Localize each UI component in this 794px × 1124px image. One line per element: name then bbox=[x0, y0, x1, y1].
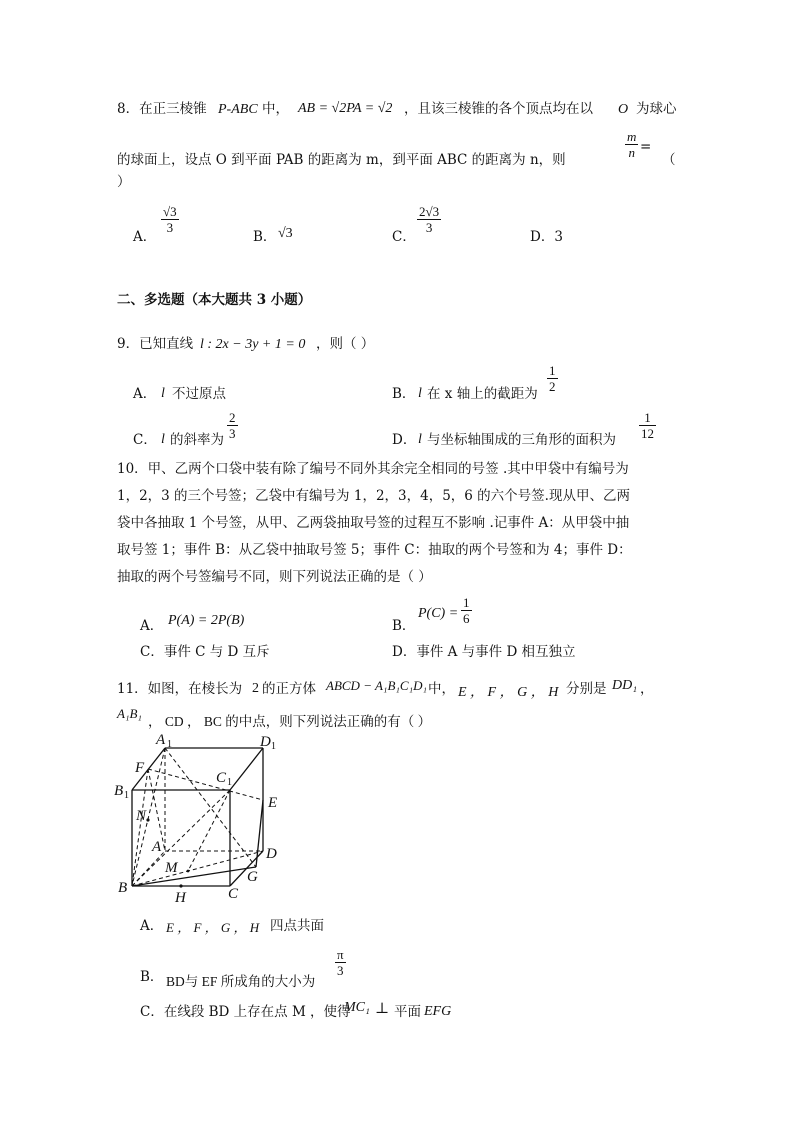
q11-option-a-label: A． bbox=[140, 918, 164, 934]
q11-dd1: DD₁ bbox=[612, 678, 638, 693]
label-b: B bbox=[118, 880, 128, 896]
label-d1-sub: 1 bbox=[271, 741, 276, 752]
label-a1: A bbox=[156, 732, 166, 748]
q8-line2: 的球面上，设点 O 到平面 PAB 的距离为 m，到平面 ABC 的距离为 n，则 bbox=[117, 152, 566, 168]
q11-edge-length: 2 bbox=[252, 681, 259, 696]
q10-option-a-label: A． bbox=[140, 618, 164, 634]
q9-option-b-frac: $\frac{1}{2}$ bbox=[549, 363, 556, 394]
q9-line-equation: l : 2x − 3y + 1 = 0 bbox=[200, 337, 306, 352]
q11-option-c-text: C．在线段 BD 上存在点 M ，使得 bbox=[140, 1004, 351, 1020]
q11-line1-a: 11．如图，在棱长为 bbox=[117, 681, 243, 697]
q9-option-a-label: A． bbox=[133, 386, 157, 402]
q11-option-c-mc1: MC₁ bbox=[344, 1000, 370, 1015]
q9-option-b-text: 在 x 轴上的截距为 bbox=[427, 386, 538, 402]
label-d: D bbox=[266, 846, 277, 862]
q10-line4: 取号签 1；事件 B：从乙袋中抽取号签 5；事件 C：抽取的两个号签和为 4；事件 D： bbox=[117, 542, 632, 558]
q8-text-a: 8．在正三棱锥 bbox=[117, 101, 207, 117]
cube-figure bbox=[110, 730, 310, 908]
q11-points: E ， F ， G ， H bbox=[458, 685, 559, 700]
section-title: 二、多选题（本大题共 3 小题） bbox=[117, 292, 312, 308]
q10-option-b-label: B． bbox=[392, 618, 416, 634]
q9-option-c-text: 的斜率为 bbox=[170, 432, 224, 448]
q11-option-b-text: BD与 EF 所成角的大小为 bbox=[166, 974, 316, 989]
q9-option-d-l: l bbox=[418, 432, 422, 447]
q8-text-d: 为球心 bbox=[636, 101, 677, 117]
q9-option-c-frac: $\frac{2}{3}$ bbox=[229, 410, 236, 441]
label-c1: C bbox=[216, 770, 227, 786]
point-n bbox=[146, 818, 149, 821]
q11-line1-c: 中， bbox=[428, 681, 455, 697]
q9-option-a-text: 不过原点 bbox=[172, 386, 226, 402]
q10-option-b-frac: $\frac{1}{6}$ bbox=[463, 595, 470, 626]
q8-option-c-label: C． bbox=[392, 229, 416, 245]
q9-option-c-l: l bbox=[161, 432, 165, 447]
q9-option-b-label: B． bbox=[392, 386, 416, 402]
q9-option-d-label: D． bbox=[392, 432, 417, 448]
q10-line2: 1，2，3 的三个号签；乙袋中有编号为 1，2，3，4，5，6 的六个号签.现从甲、乙两 bbox=[117, 488, 630, 504]
q11-line1-comma: ， bbox=[640, 681, 654, 697]
q11-option-c-perp: ⊥ bbox=[375, 999, 390, 1017]
point-m bbox=[187, 870, 190, 873]
q8-option-c-frac: $\frac{2√3}{3}$ bbox=[419, 204, 440, 235]
q9-option-c-label: C． bbox=[133, 432, 157, 448]
label-d1: D bbox=[260, 734, 271, 750]
label-c1-sub: 1 bbox=[227, 777, 232, 788]
q10-line3: 袋中各抽取 1 个号签，从甲、乙两袋抽取号签的过程互不影响 .记事件 A：从甲袋中抽 bbox=[117, 515, 630, 531]
q11-option-a-text: 四点共面 bbox=[270, 918, 324, 934]
q8-paren-close: ） bbox=[117, 174, 131, 190]
q9-option-d-text: 与坐标轴围成的三角形的面积为 bbox=[427, 432, 616, 448]
q8-pabc: P-ABC bbox=[218, 102, 258, 117]
label-a: A bbox=[152, 839, 162, 855]
label-g: G bbox=[247, 869, 258, 885]
q11-a1b1: A₁B₁ bbox=[117, 706, 142, 721]
label-h: H bbox=[175, 890, 186, 906]
q10-option-b-eq: P(C) = bbox=[418, 606, 459, 621]
point-h bbox=[179, 884, 182, 887]
q8-option-b-label: B． bbox=[253, 229, 277, 245]
label-a1-sub: 1 bbox=[167, 739, 172, 750]
q8-option-d: D．3 bbox=[530, 229, 563, 245]
label-c: C bbox=[228, 886, 239, 902]
q11-line2-rest: ， CD ， BC 的中点，则下列说法正确的有（ ） bbox=[148, 714, 432, 729]
q10-line5: 抽取的两个号签编号不同，则下列说法正确的是（ ） bbox=[117, 569, 432, 585]
q8-text-b: 中， bbox=[262, 101, 289, 117]
label-f: F bbox=[135, 760, 145, 776]
q8-frac-equals: = bbox=[640, 139, 652, 155]
label-m: M bbox=[165, 860, 178, 876]
q11-line1-d: 分别是 bbox=[566, 681, 607, 697]
label-e: E bbox=[268, 795, 278, 811]
q11-option-a-points: E ， F ， G ， H bbox=[166, 920, 260, 935]
q11-option-b-frac: $\frac{\pi}{3}$ bbox=[337, 947, 344, 978]
cube-dashed-lines bbox=[132, 748, 263, 886]
q9-stem-b: ，则（ ） bbox=[316, 336, 375, 352]
q11-cube-name: ABCD − A₁B₁C₁D₁ bbox=[326, 678, 427, 693]
q8-paren-open: （ bbox=[662, 152, 676, 168]
q8-equation: AB = √2PA = √2 bbox=[298, 101, 393, 116]
q9-option-a-l: l bbox=[161, 386, 165, 401]
q10-line1: 10．甲、乙两个口袋中装有除了编号不同外其余完全相同的号签 .其中甲袋中有编号为 bbox=[117, 461, 629, 477]
q9-option-d-frac: $\frac{1}{12}$ bbox=[641, 410, 654, 441]
q11-option-b-label: B． bbox=[140, 969, 164, 985]
q8-o: O bbox=[618, 102, 629, 117]
q8-text-c: ，且该三棱锥的各个顶点均在以 bbox=[404, 101, 593, 117]
q10-option-d: D．事件 A 与事件 D 相互独立 bbox=[392, 644, 576, 660]
label-b1-sub: 1 bbox=[124, 790, 129, 801]
q11-option-c-efg: EFG bbox=[424, 1004, 452, 1019]
label-n: N bbox=[136, 808, 147, 824]
q11-option-c-plane: 平面 bbox=[394, 1004, 421, 1020]
q11-line1-b: 的正方体 bbox=[262, 681, 316, 697]
q8-fraction-mn: $\frac{m}{n}$ bbox=[627, 129, 637, 160]
q8-option-a-frac: $\frac{√3}{3}$ bbox=[163, 204, 177, 235]
q10-option-a-eq: P(A) = 2P(B) bbox=[168, 613, 245, 628]
q8-option-b-value: √3 bbox=[278, 226, 293, 241]
q10-option-c: C．事件 C 与 D 互斥 bbox=[140, 644, 270, 660]
q9-option-b-l: l bbox=[418, 386, 422, 401]
q9-stem-a: 9．已知直线 bbox=[117, 336, 194, 352]
q8-option-a-label: A． bbox=[133, 229, 157, 245]
label-b1: B bbox=[114, 783, 124, 799]
